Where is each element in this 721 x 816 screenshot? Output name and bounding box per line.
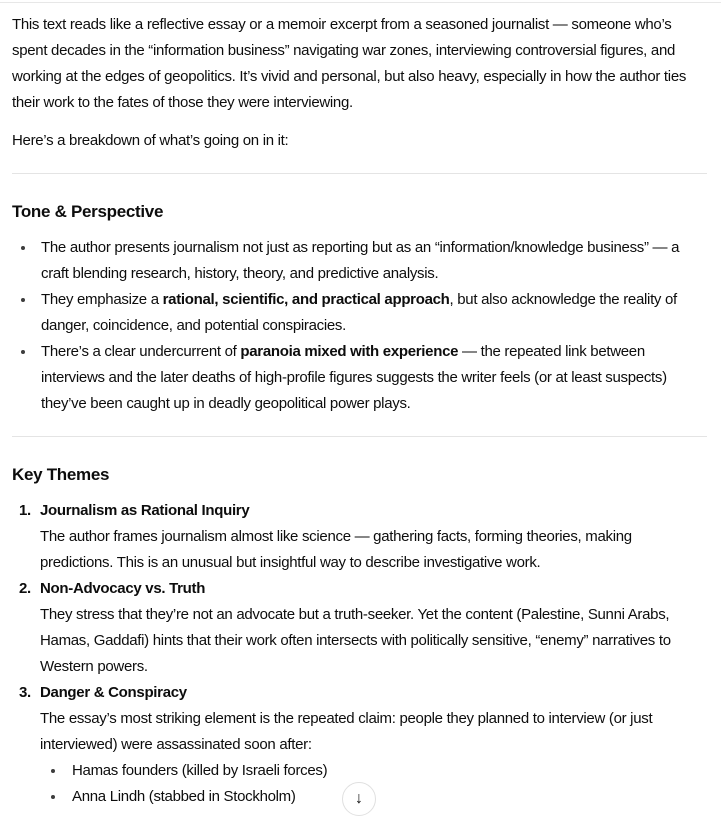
list-item [12,235,707,287]
bullet-text: , but also acknowledge the reality of danger, coincidence, and potential conspiracies. [41,291,677,334]
list-item-number: 3. [19,684,31,701]
breakdown-lead-in: Here’s a breakdown of what’s going on in it: [12,132,289,149]
tone-bullet-list [12,235,707,417]
arrow-down-icon: ↓ [355,790,363,807]
list-item-body: The essay’s most striking element is the repeated claim: people they planned to interview (or just interviewed) were assassinated soon after: [40,710,653,753]
list-item-number: 2. [19,580,31,597]
list-item [12,576,707,680]
scroll-to-bottom-button[interactable] [342,782,376,816]
bullet-text: There’s a clear undercurrent of [41,343,241,360]
intro-paragraph: This text reads like a reflective essay or a memoir excerpt from a seasoned journalist — someone who’s spent decades in the “information business” navigating war zones, interviewing controversial figures, and working at the edges of geopolitics. It’s vivid and personal, but also heavy, especially in how the author ties their work to the fates of those they were interviewing. [12,16,687,111]
section-divider [12,436,707,437]
list-item-body: They stress that they’re not an advocate but a truth-seeker. Yet the content (Palestine, Sunni Arabs, Hamas, Gaddafi) hints that their work often intersects with politically sensitive, “enemy” narratives to Western powers. [40,606,671,675]
key-themes-list [12,498,707,810]
key-themes-heading: Key Themes [12,465,110,484]
list-item-title: Journalism as Rational Inquiry [40,502,250,519]
assistant-message [0,3,721,810]
list-item [12,498,707,576]
list-item-number: 1. [19,502,31,519]
list-item-title: Danger & Conspiracy [40,684,187,701]
list-item [12,339,707,417]
list-item: Hamas founders (killed by Israeli forces) [40,758,707,784]
list-item-body: The author frames journalism almost like science — gathering facts, forming theories, making predictions. This is an unusual but insightful way to describe investigative work. [40,528,632,571]
list-item: Anna Lindh (stabbed in Stockholm) [40,784,707,810]
tone-perspective-heading: Tone & Perspective [12,202,164,221]
list-item [12,287,707,339]
bullet-text: — the repeated link between interviews and the later deaths of high-profile figures suggests the writer feels (or at least suspects) they’ve been caught up in deadly geopolitical power plays. [41,343,667,412]
list-item-title: Non-Advocacy vs. Truth [40,580,206,597]
section-divider [12,173,707,174]
bullet-text: The author presents journalism not just as reporting but as an “information/knowledge business” — a craft blending research, history, theory, and predictive analysis. [41,239,680,282]
bullet-bold-text: paranoia mixed with experience [240,343,459,360]
bullet-bold-text: rational, scientific, and practical approach [162,291,450,308]
bullet-text: They emphasize a [41,291,163,308]
